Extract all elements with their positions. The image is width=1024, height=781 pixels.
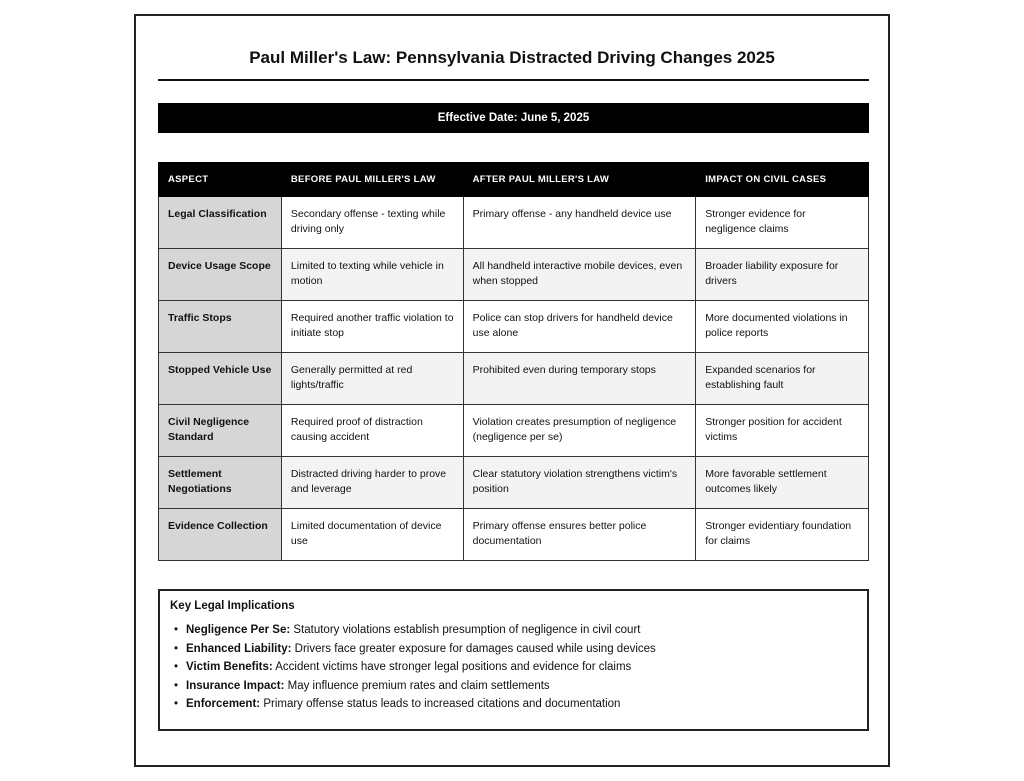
impact-cell: Stronger position for accident victims [696,405,869,457]
before-cell: Required another traffic violation to initiate stop [281,301,463,353]
table-row [159,353,869,405]
before-cell: Secondary offense - texting while driving only [281,197,463,249]
aspect-cell: Traffic Stops [159,301,282,353]
implications-title: Key Legal Implications [170,600,295,612]
table-row [159,509,869,561]
list-item [170,677,857,696]
table-row [159,197,869,249]
impact-cell: More documented violations in police reports [696,301,869,353]
header-after: AFTER PAUL MILLER'S LAW [463,163,696,197]
impact-cell: Expanded scenarios for establishing fault [696,353,869,405]
implication-text: Primary offense status leads to increased citations and documentation [260,698,621,710]
header-aspect: ASPECT [159,163,282,197]
implication-term: Enhanced Liability: [186,642,292,655]
aspect-cell: Stopped Vehicle Use [159,353,282,405]
aspect-cell: Civil Negligence Standard [159,405,282,457]
after-cell: Clear statutory violation strengthens victim's position [463,457,696,509]
aspect-cell: Settlement Negotiations [159,457,282,509]
table-row [159,301,869,353]
implication-term: Enforcement: [186,698,261,710]
bullet-icon: • [174,642,179,655]
impact-cell: Stronger evidentiary foundation for claims [696,509,869,561]
impact-cell: Stronger evidence for negligence claims [696,197,869,249]
title-divider [158,79,869,81]
impact-cell: More favorable settlement outcomes likely [696,457,869,509]
implication-term: Insurance Impact: [186,679,285,692]
bullet-icon: • [174,679,179,692]
implication-text: Drivers face greater exposure for damages caused while using devices [291,642,656,655]
header-impact: IMPACT ON CIVIL CASES [696,163,869,197]
table-row [159,457,869,509]
effective-date-banner: Effective Date: June 5, 2025 [158,103,869,133]
table-header-row [159,163,869,197]
bullet-icon: • [174,624,179,636]
list-item [170,621,857,640]
key-implications-box [158,589,869,731]
list-item [170,640,857,659]
page-title: Paul Miller's Law: Pennsylvania Distracted Driving Changes 2025 [249,48,775,67]
aspect-cell: Evidence Collection [159,509,282,561]
aspect-cell: Device Usage Scope [159,249,282,301]
table-row [159,249,869,301]
impact-cell: Broader liability exposure for drivers [696,249,869,301]
implication-term: Negligence Per Se: [186,624,291,636]
before-cell: Limited documentation of device use [281,509,463,561]
document-page [134,14,890,767]
implication-text: Statutory violations establish presumption of negligence in civil court [290,624,641,636]
implication-text: May influence premium rates and claim settlements [284,679,550,692]
after-cell: All handheld interactive mobile devices, even when stopped [463,249,696,301]
implication-term: Victim Benefits: [186,661,273,673]
bullet-icon: • [174,661,179,673]
aspect-cell: Legal Classification [159,197,282,249]
after-cell: Violation creates presumption of negligence (negligence per se) [463,405,696,457]
list-item [170,695,857,714]
after-cell: Prohibited even during temporary stops [463,353,696,405]
header-before: BEFORE PAUL MILLER'S LAW [281,163,463,197]
implication-text: Accident victims have stronger legal positions and evidence for claims [272,661,632,673]
table-row [159,405,869,457]
implications-list [170,621,857,714]
comparison-table [158,162,869,561]
before-cell: Distracted driving harder to prove and leverage [281,457,463,509]
after-cell: Primary offense ensures better police documentation [463,509,696,561]
after-cell: Police can stop drivers for handheld device use alone [463,301,696,353]
list-item [170,658,857,677]
bullet-icon: • [174,698,179,710]
before-cell: Required proof of distraction causing accident [281,405,463,457]
after-cell: Primary offense - any handheld device use [463,197,696,249]
before-cell: Generally permitted at red lights/traffic [281,353,463,405]
before-cell: Limited to texting while vehicle in motion [281,249,463,301]
